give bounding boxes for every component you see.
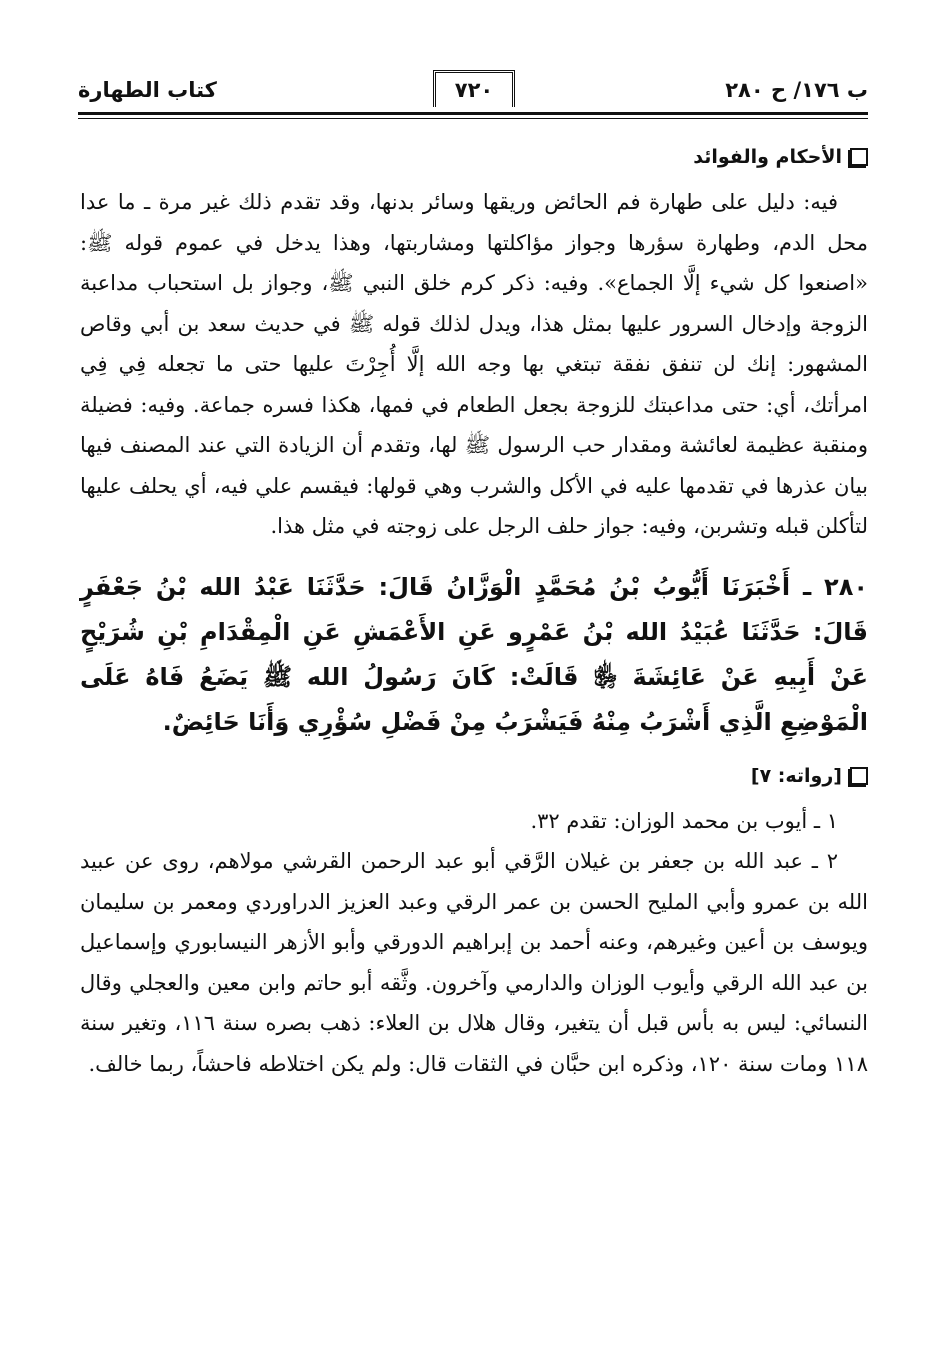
- square-bullet-icon: [850, 148, 868, 166]
- book-title: كتاب الطهارة: [78, 78, 217, 102]
- rulings-paragraph: فيه: دليل على طهارة فم الحائض وريقها وسائر بدنها، وقد تقدم ذلك غير مرة ـ ما عدا محل الدم، وطهارة سؤرها وجواز مؤاكلتها ومشاربتها، وهذا يدخل في عموم قوله ﷺ: «اصنعوا كل شيء إلَّا الجماع». وفيه: ذكر كرم خلق النبي ﷺ، وجواز بل استحباب مداعبة الزوجة وإدخال السرور عليها بمثل هذا، ويدل لذلك قوله ﷺ في حديث سعد بن أبي وقاص المشهور: إنك لن تنفق نفقة تبتغي بها وجه الله إلَّا أُجِرْتَ عليها حتى ما تجعله فِي فِي امرأتك، أي: حتى مداعبتك للزوجة بجعل الطعام في فمها، هكذا فسره جماعة. وفيه: فضيلة ومنقبة عظيمة لعائشة ومقدار حب الرسول ﷺ لها، وتقدم أن الزيادة التي عند المصنف فيها بيان عذرها في تقدمها عليه في الأكل والشرب وهي قولها: فيقسم علي فيه، أي يحلف عليها لتأكلن قبله وتشربن، وفيه: جواز حلف الرجل على زوجته في مثل هذا.: [80, 190, 868, 538]
- hadith-text: ٢٨٠ ـ أَخْبَرَنَا أَيُّوبُ بْنُ مُحَمَّدٍ الْوَزَّانُ قَالَ: حَدَّثَنَا عَبْدُ الله بْنُ جَعْفَرٍ قَالَ: حَدَّثَنَا عُبَيْدُ الله بْنُ عَمْرٍو عَنِ الأَعْمَشِ عَنِ الْمِقْدَامِ بْنِ شُرَيْحٍ عَنْ أَبِيهِ عَنْ عَائِشَةَ ﵂ قَالَتْ: كَانَ رَسُولُ الله ﷺ يَضَعُ فَاهُ عَلَى الْمَوْضِعِ الَّذِي أَشْرَبُ مِنْهُ فَيَشْرَبُ مِنْ فَضْلِ سُؤْرِي وَأَنَا حَائِضٌ.: [80, 572, 868, 736]
- narrators-heading: [80, 759, 868, 793]
- header-rule-thick: [78, 112, 868, 115]
- square-bullet-icon: [850, 767, 868, 785]
- rulings-heading-text: الأحكام والفوائد: [693, 146, 842, 168]
- header-rule-thin: [78, 118, 868, 119]
- page-content: [80, 140, 868, 1084]
- narrator-entry-1: ١ ـ أيوب بن محمد الوزان: تقدم ٣٢.: [530, 808, 838, 833]
- page-header: [78, 72, 868, 116]
- narrators-heading-text: [رواته: ٧]: [750, 764, 842, 787]
- hadith-reference: ب ١٧٦/ ح ٢٨٠: [725, 78, 868, 102]
- rulings-heading: [80, 140, 868, 174]
- page-number: ٧٢٠: [433, 70, 515, 107]
- narrator-entry-2: ٢ ـ عبد الله بن جعفر بن غيلان الرَّقي أبو عبد الرحمن القرشي مولاهم، روى عن عبيد الله بن عمرو وأبي المليح الحسن بن عمر الرقي وعبد العزيز الدراوردي ومعمر بن سليمان ويوسف بن أعين وغيرهم، وعنه أحمد بن إبراهيم الدورقي وأبو الأزهر النيسابوري وإسماعيل بن عبد الله الرقي وأيوب الوزان والدارمي وآخرون. وثَّقه أبو حاتم وابن معين والعجلي وقال النسائي: ليس به بأس قبل أن يتغير، وقال هلال بن العلاء: ذهب بصره سنة ١١٦، وتغير سنة ١١٨ ومات سنة ١٢٠، وذكره ابن حبَّان في الثقات قال: ولم يكن اختلاطه فاحشاً، ربما خالف.: [80, 849, 868, 1076]
